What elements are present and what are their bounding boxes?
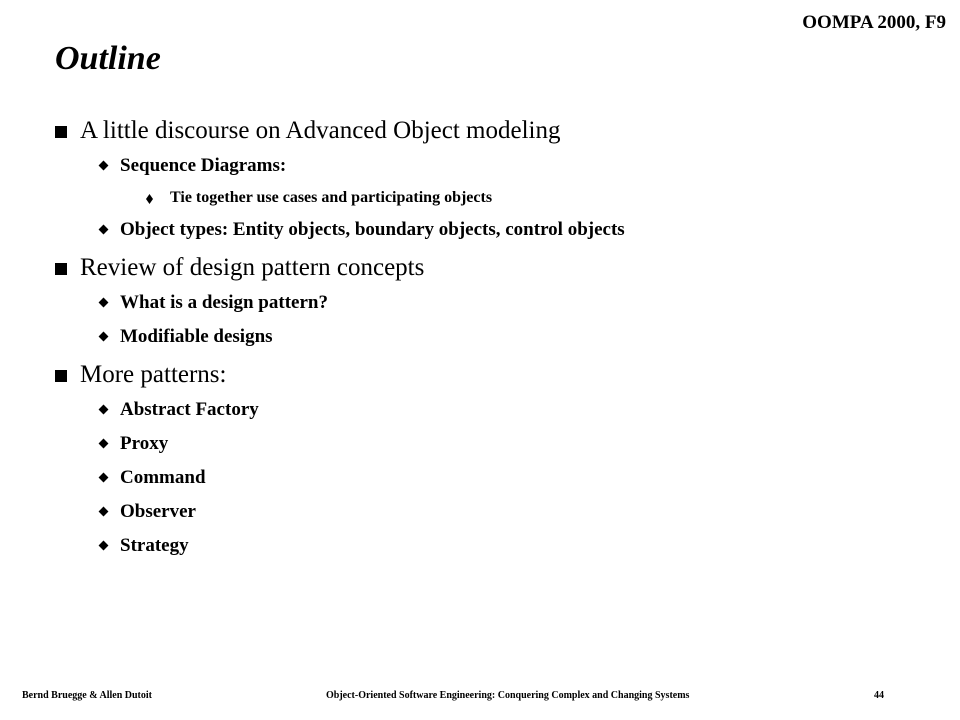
diamond-bullet-icon xyxy=(99,473,109,483)
outline-subitem-text: Strategy xyxy=(120,535,189,556)
square-bullet-icon xyxy=(55,263,67,275)
small-diamond-bullet-icon xyxy=(146,194,153,204)
outline-subsubitem xyxy=(50,183,930,213)
outline-subitem xyxy=(50,427,930,461)
diamond-bullet-icon xyxy=(99,225,109,235)
outline-item-text: A little discourse on Advanced Object modeling xyxy=(80,117,561,144)
diamond-bullet-icon xyxy=(99,439,109,449)
outline-subitem-text: Proxy xyxy=(120,433,169,454)
outline-item-text: More patterns: xyxy=(80,361,227,388)
outline-item xyxy=(50,112,930,149)
diamond-bullet-icon xyxy=(99,405,109,415)
square-bullet-icon xyxy=(55,370,67,382)
outline-subitem-text: Modifiable designs xyxy=(120,326,273,347)
diamond-bullet-icon xyxy=(99,507,109,517)
outline-subitem-text: Abstract Factory xyxy=(120,399,259,420)
outline-subitem xyxy=(50,495,930,529)
outline-subitem xyxy=(50,320,930,354)
footer-authors: Bernd Bruegge & Allen Dutoit xyxy=(22,690,152,701)
footer-book-title: Object-Oriented Software Engineering: Conquering Complex and Changing Systems xyxy=(326,690,690,701)
outline-subitem-text: Observer xyxy=(120,501,196,522)
diamond-bullet-icon xyxy=(99,541,109,551)
outline-list xyxy=(50,112,930,563)
outline-subitem-text: Command xyxy=(120,467,206,488)
outline-subsubitem-text: Tie together use cases and participating objects xyxy=(170,189,493,206)
outline-subitem-text: Object types: Entity objects, boundary objects, control objects xyxy=(120,219,625,240)
outline-subitem xyxy=(50,529,930,563)
outline-item xyxy=(50,249,930,286)
footer-page-number: 44 xyxy=(874,690,884,701)
outline-subitem xyxy=(50,213,930,247)
outline-item-text: Review of design pattern concepts xyxy=(80,254,425,281)
square-bullet-icon xyxy=(55,126,67,138)
outline-subitem xyxy=(50,149,930,183)
outline-subitem-text: What is a design pattern? xyxy=(120,292,328,313)
course-tag: OOMPA 2000, F9 xyxy=(802,12,946,33)
outline-item xyxy=(50,356,930,393)
slide-title: Outline xyxy=(55,40,161,77)
outline-subitem xyxy=(50,286,930,320)
diamond-bullet-icon xyxy=(99,161,109,171)
outline-subitem xyxy=(50,461,930,495)
diamond-bullet-icon xyxy=(99,332,109,342)
outline-subitem xyxy=(50,393,930,427)
outline-subitem-text: Sequence Diagrams: xyxy=(120,155,287,176)
diamond-bullet-icon xyxy=(99,298,109,308)
